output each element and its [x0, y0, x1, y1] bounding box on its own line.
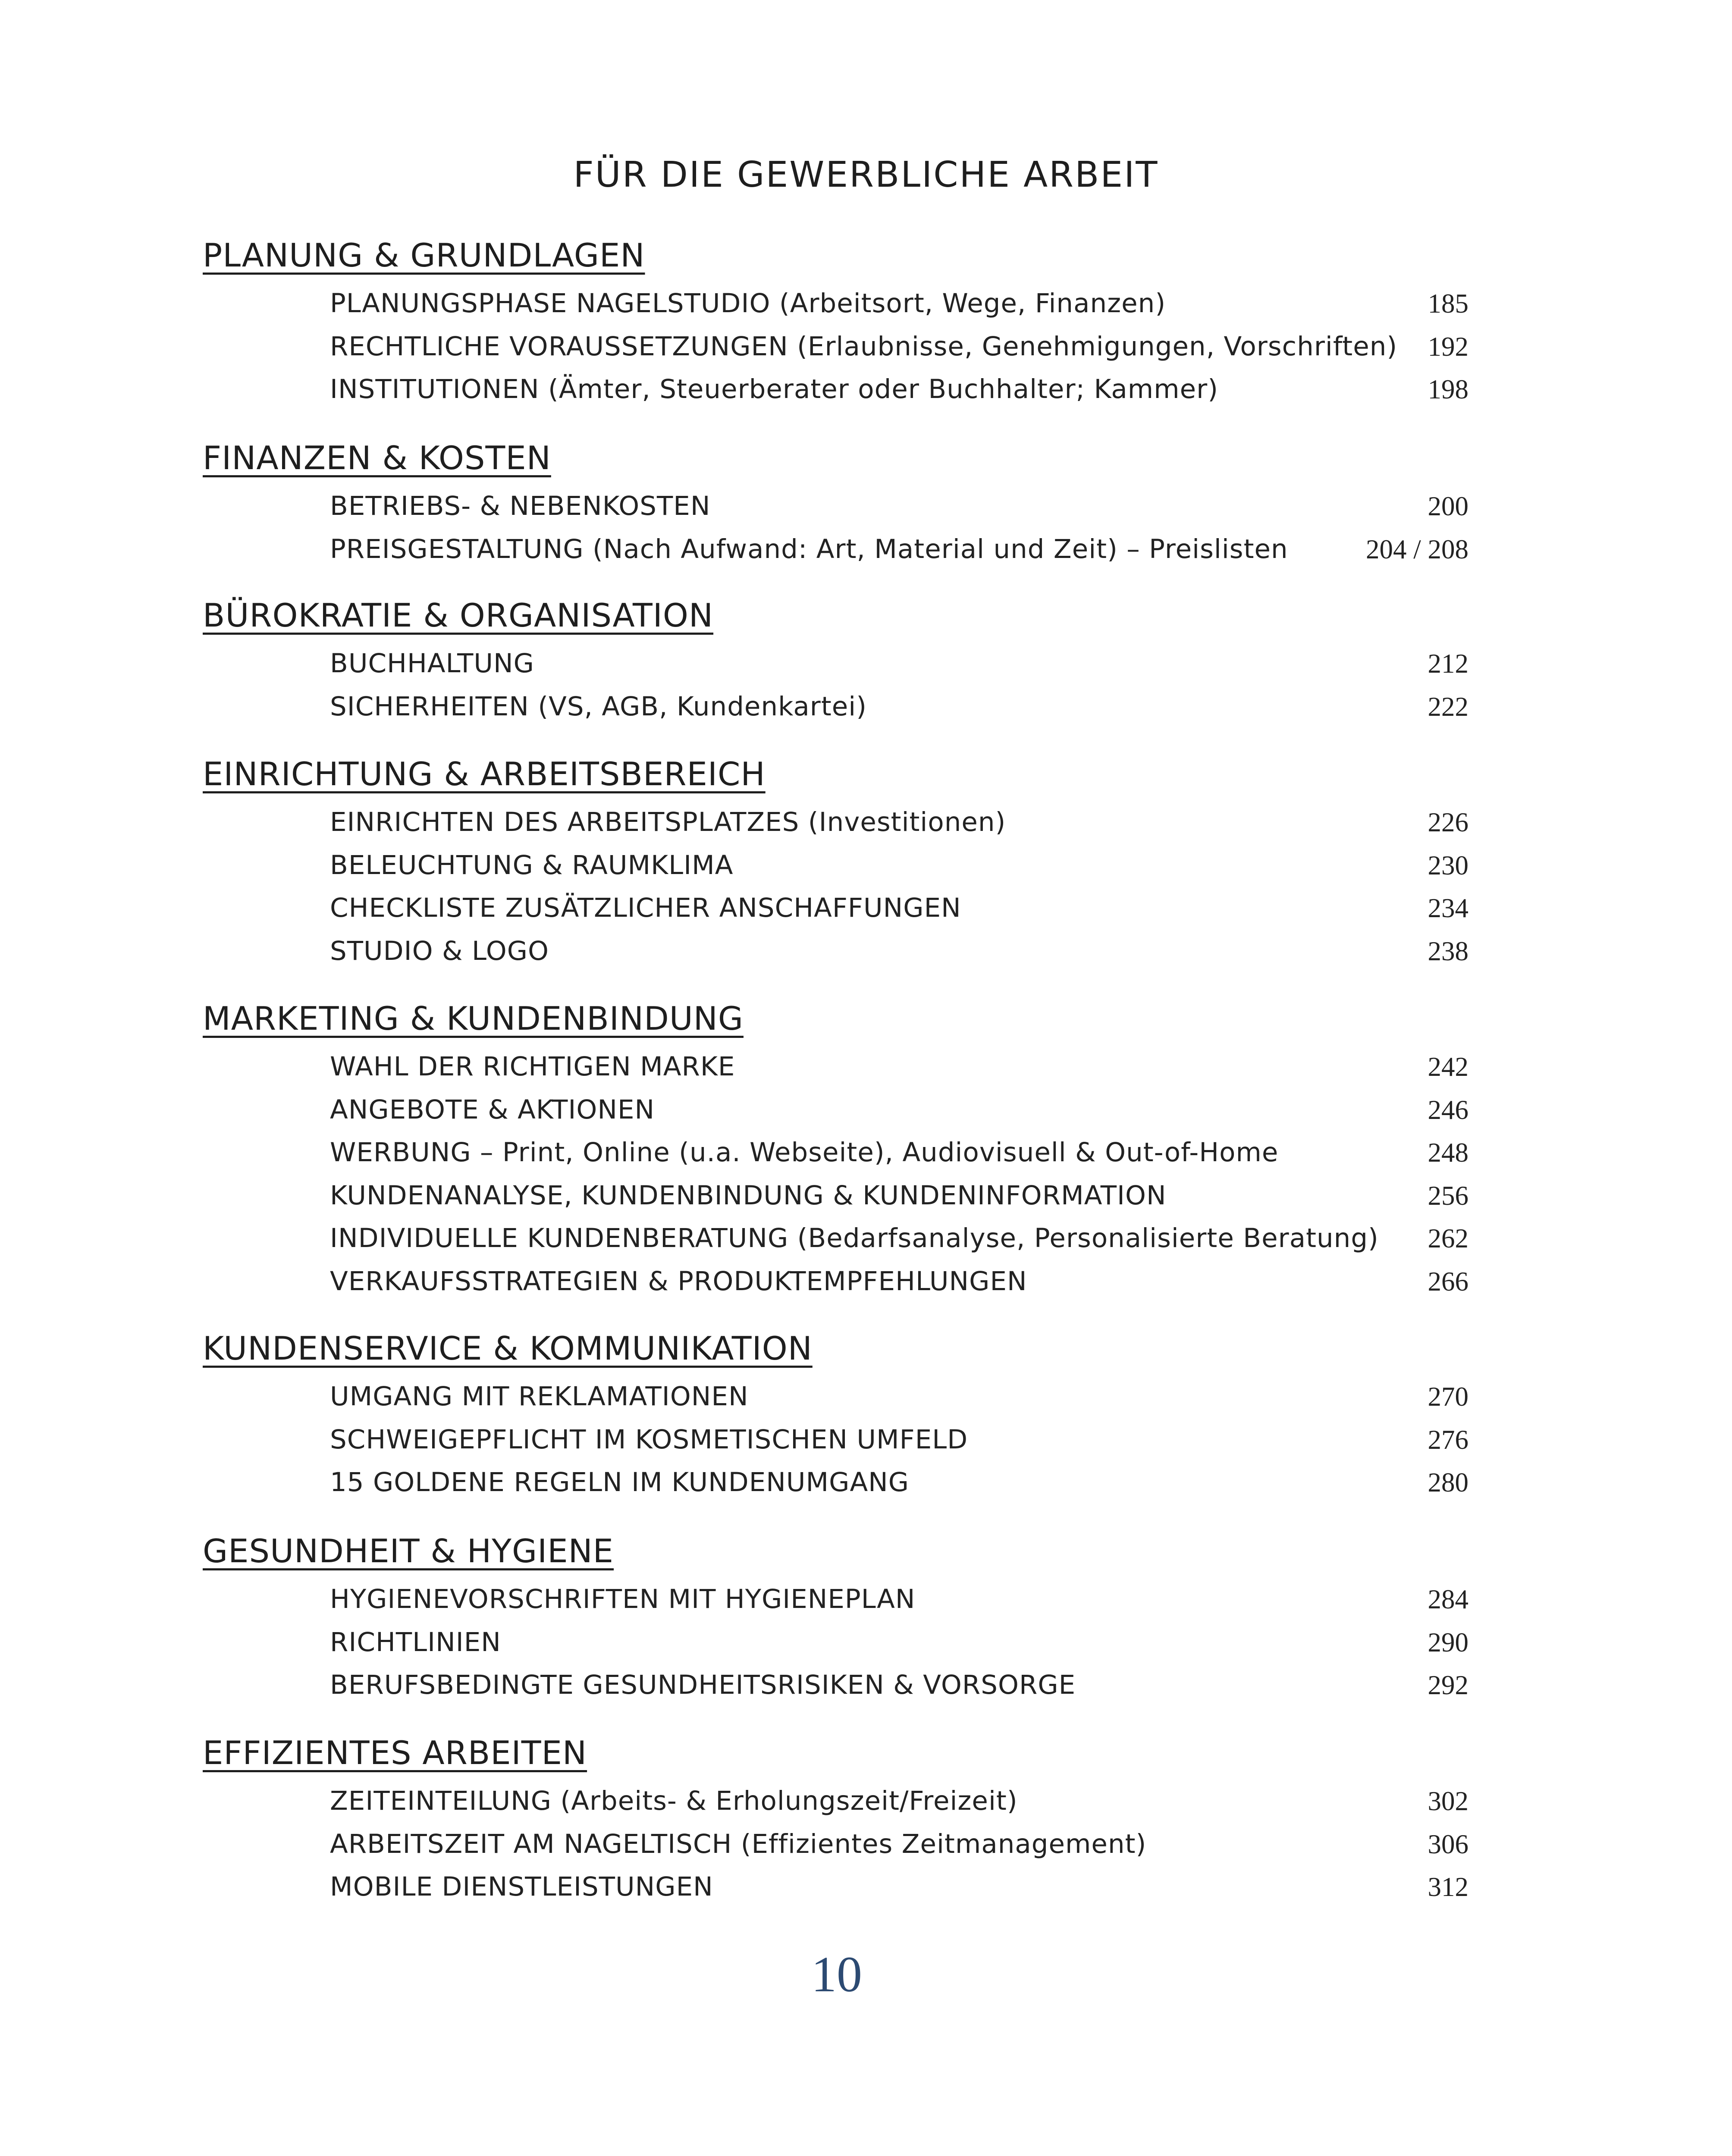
- section-heading: EFFIZIENTES ARBEITEN: [203, 1734, 587, 1772]
- toc-entry-title: EINRICHTEN DES ARBEITSPLATZES (Investitionen): [330, 807, 1006, 837]
- toc-entry-title: WAHL DER RICHTIGEN MARKE: [330, 1051, 735, 1082]
- toc-entry: [330, 1871, 1468, 1908]
- toc-entry-page: 226: [1428, 807, 1468, 837]
- toc-entry: [330, 376, 1468, 411]
- toc-entry-title: BELEUCHTUNG & RAUMKLIMA: [330, 849, 734, 881]
- toc-entry-title: ARBEITSZEIT AM NAGELTISCH (Effizientes Zeitmanagement): [330, 1828, 1147, 1859]
- toc-entry: [330, 1469, 1468, 1504]
- toc-entry: [330, 1182, 1468, 1217]
- toc-entry-title: WERBUNG – Print, Online (u.a. Webseite), Audiovisuell & Out-of-Home: [330, 1137, 1279, 1168]
- toc-entry: [330, 693, 1468, 728]
- toc-entry-page: 248: [1428, 1138, 1468, 1168]
- toc-entry-title: CHECKLISTE ZUSÄTZLICHER ANSCHAFFUNGEN: [330, 893, 961, 923]
- toc-entry-page: 192: [1428, 331, 1468, 362]
- toc-entry: [330, 290, 1468, 325]
- toc-entry-page: 256: [1428, 1180, 1468, 1211]
- toc-entry-title: PLANUNGSPHASE NAGELSTUDIO (Arbeitsort, Wege, Finanzen): [330, 288, 1166, 319]
- toc-entry-page: 270: [1428, 1382, 1468, 1412]
- toc-entry-page: 246: [1428, 1094, 1468, 1125]
- toc-entry: [330, 1268, 1468, 1303]
- section-heading: KUNDENSERVICE & KOMMUNIKATION: [203, 1329, 813, 1367]
- toc-entry-title: KUNDENANALYSE, KUNDENBINDUNG & KUNDENINFORMATION: [330, 1180, 1167, 1211]
- toc-entry-title: BUCHHALTUNG: [330, 648, 534, 679]
- toc-entry: [330, 493, 1468, 527]
- toc-entry-page: 242: [1428, 1052, 1468, 1082]
- section-heading: BÜROKRATIE & ORGANISATION: [203, 596, 714, 634]
- toc-entry: [330, 1586, 1468, 1620]
- toc-entry-title: RICHTLINIEN: [330, 1626, 501, 1658]
- toc-entry-title: INDIVIDUELLE KUNDENBERATUNG (Bedarfsanalyse, Personalisierte Beratung): [330, 1223, 1379, 1253]
- toc-entry: [330, 533, 1468, 570]
- toc-entry: [330, 1828, 1468, 1865]
- toc-entry-page: 290: [1428, 1627, 1468, 1658]
- toc-entry-page: 200: [1428, 491, 1468, 521]
- toc-entry: [330, 1672, 1468, 1706]
- toc-entry-page: 312: [1428, 1872, 1468, 1902]
- toc-entry-page: 238: [1428, 936, 1468, 966]
- toc-entry: [330, 1626, 1468, 1664]
- toc-entry: [330, 1225, 1468, 1260]
- toc-entry-title: PREISGESTALTUNG (Nach Aufwand: Art, Material und Zeit) – Preislisten: [330, 533, 1288, 564]
- page-number: 10: [811, 1946, 862, 2002]
- toc-entry-page: 185: [1428, 288, 1468, 319]
- toc-entry-page: 212: [1428, 649, 1468, 679]
- section-heading: EINRICHTUNG & ARBEITSBEREICH: [203, 755, 766, 793]
- toc-entry-title: STUDIO & LOGO: [330, 935, 549, 966]
- toc-entry-page: 222: [1428, 691, 1468, 722]
- toc-entry-page: 292: [1428, 1670, 1468, 1700]
- toc-entry: [330, 935, 1468, 972]
- toc-entry-title: MOBILE DIENSTLEISTUNGEN: [330, 1871, 713, 1902]
- toc-entry-title: BETRIEBS- & NEBENKOSTEN: [330, 491, 711, 521]
- toc-entry-page: 280: [1428, 1467, 1468, 1498]
- toc-entry-page: 204 / 208: [1365, 534, 1468, 564]
- toc-entry: [330, 650, 1468, 685]
- toc-entry: [330, 849, 1468, 887]
- section-heading: MARKETING & KUNDENBINDUNG: [203, 1000, 744, 1037]
- section-heading: PLANUNG & GRUNDLAGEN: [203, 236, 645, 274]
- toc-entry-title: ZEITEINTEILUNG (Arbeits- & Erholungszeit/Freizeit): [330, 1786, 1018, 1816]
- toc-entry: [330, 895, 1468, 929]
- toc-entry-title: INSTITUTIONEN (Ämter, Steuerberater oder Buchhalter; Kammer): [330, 374, 1219, 404]
- toc-entry: [330, 1426, 1468, 1461]
- toc-entry-title: 15 GOLDENE REGELN IM KUNDENUMGANG: [330, 1467, 910, 1498]
- toc-entry-title: SICHERHEITEN (VS, AGB, Kundenkartei): [330, 691, 867, 722]
- toc-entry: [330, 1053, 1468, 1088]
- toc-entry-page: 198: [1428, 374, 1468, 404]
- section-heading: GESUNDHEIT & HYGIENE: [203, 1532, 614, 1570]
- toc-entry-page: 230: [1428, 850, 1468, 881]
- toc-entry-title: RECHTLICHE VORAUSSETZUNGEN (Erlaubnisse, Genehmigungen, Vorschriften): [330, 331, 1398, 362]
- toc-entry-page: 276: [1428, 1424, 1468, 1455]
- toc-entry: [330, 1383, 1468, 1418]
- toc-entry: [330, 1094, 1468, 1131]
- toc-entry-page: 302: [1428, 1786, 1468, 1816]
- toc-entry: [330, 1139, 1468, 1174]
- toc-entry: [330, 809, 1468, 843]
- toc-entry-page: 262: [1428, 1223, 1468, 1253]
- toc-entry: [330, 1788, 1468, 1822]
- toc-entry-title: SCHWEIGEPFLICHT IM KOSMETISCHEN UMFELD: [330, 1424, 968, 1455]
- toc-entry-title: ANGEBOTE & AKTIONEN: [330, 1094, 655, 1125]
- toc-entry-page: 266: [1428, 1266, 1468, 1297]
- section-heading: FINANZEN & KOSTEN: [203, 439, 551, 477]
- toc-entry-title: HYGIENEVORSCHRIFTEN MIT HYGIENEPLAN: [330, 1584, 916, 1614]
- toc-entry-page: 234: [1428, 893, 1468, 923]
- toc-entry: [330, 333, 1468, 368]
- toc-entry-page: 284: [1428, 1584, 1468, 1614]
- page-title: FÜR DIE GEWERBLICHE ARBEIT: [573, 154, 1159, 195]
- toc-entry-title: UMGANG MIT REKLAMATIONEN: [330, 1381, 749, 1412]
- toc-entry-title: VERKAUFSSTRATEGIEN & PRODUKTEMPFEHLUNGEN: [330, 1266, 1027, 1297]
- toc-entry-title: BERUFSBEDINGTE GESUNDHEITSRISIKEN & VORSORGE: [330, 1670, 1076, 1700]
- toc-entry-page: 306: [1428, 1829, 1468, 1859]
